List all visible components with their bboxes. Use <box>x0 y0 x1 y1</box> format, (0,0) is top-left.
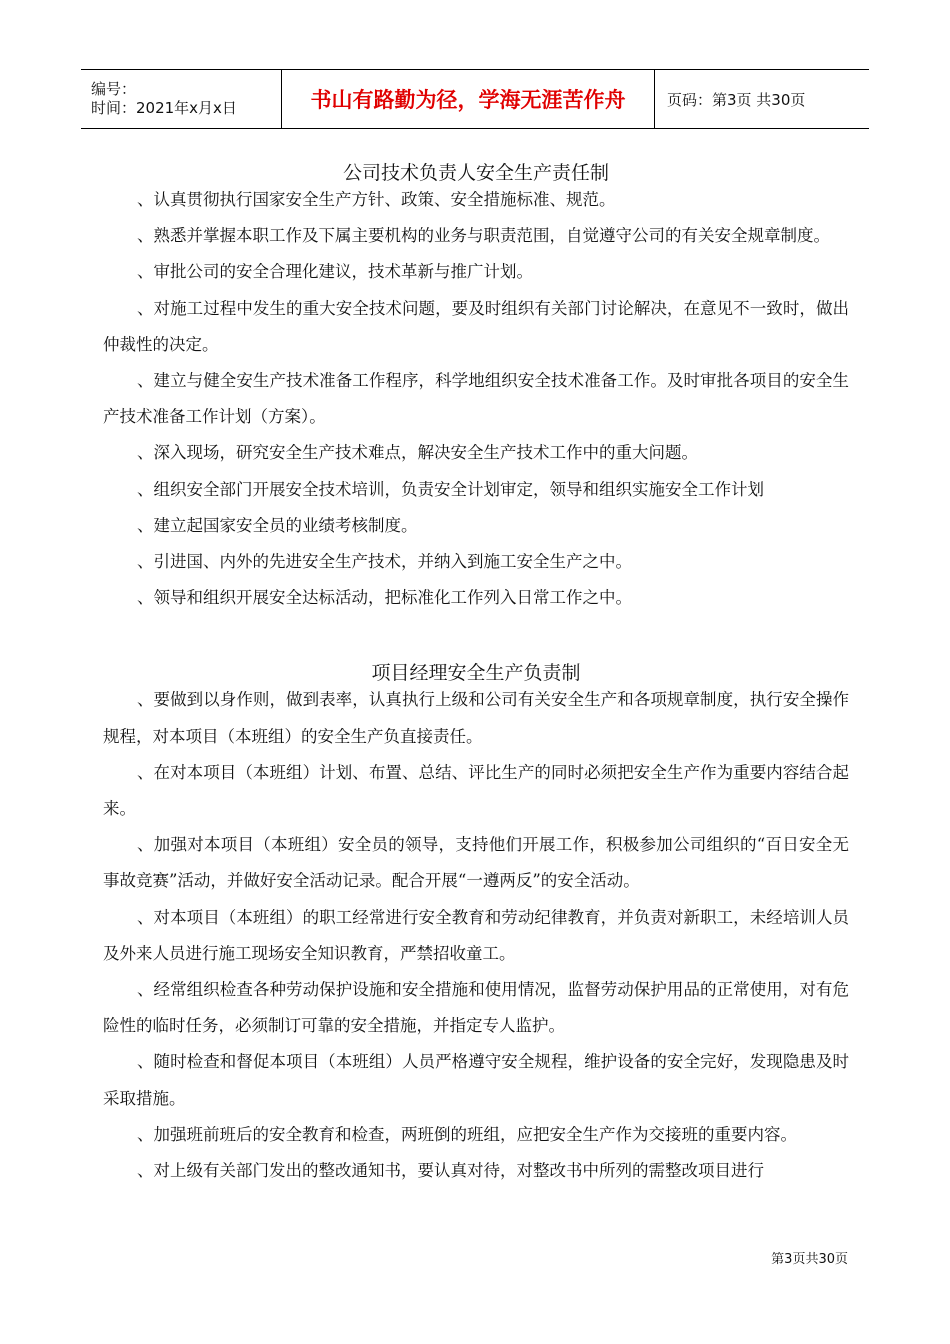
paragraph: 、对上级有关部门发出的整改通知书，要认真对待，对整改书中所列的需整改项目进行 <box>137 1161 764 1181</box>
header-motto: 书山有路勤为径，学海无涯苦作舟 <box>310 88 626 112</box>
document-number-label: 编号： <box>91 80 137 98</box>
header-motto-cell <box>281 70 655 128</box>
document-body <box>103 148 849 1189</box>
paragraph: 、审批公司的安全合理化建议，技术革新与推广计划。 <box>137 262 533 282</box>
section-title-project-manager: 项目经理安全生产负责制 <box>371 662 581 685</box>
section-project-manager <box>103 682 849 1189</box>
paragraph: 、引进国、内外的先进安全生产技术，并纳入到施工安全生产之中。 <box>137 552 632 572</box>
page-header <box>81 69 869 129</box>
paragraph: 、加强班前班后的安全教育和检查，两班倒的班组，应把安全生产作为交接班的重要内容。 <box>137 1124 797 1144</box>
paragraph: 、领导和组织开展安全达标活动，把标准化工作列入日常工作之中。 <box>137 588 632 608</box>
document-date-label: 时间：2021年x月x日 <box>91 99 237 117</box>
paragraph: 、组织安全部门开展安全技术培训，负责安全计划审定，领导和组织实施安全工作计划 <box>137 479 764 499</box>
paragraph: 、随时检查和督促本项目（本班组）人员严格遵守安全规程，维护设备的安全完好，发现隐患及时采取措施。 <box>103 1052 849 1108</box>
paragraph: 、在对本项目（本班组）计划、布置、总结、评比生产的同时必须把安全生产作为重要内容结合起来。 <box>103 762 849 819</box>
paragraph: 、深入现场，研究安全生产技术难点，解决安全生产技术工作中的重大问题。 <box>137 443 698 463</box>
header-page-number: 页码：第3页 共30页 <box>667 90 806 109</box>
paragraph: 、对施工过程中发生的重大安全技术问题，要及时组织有关部门讨论解决，在意见不一致时，做出仲裁性的决定。 <box>103 298 849 354</box>
paragraph: 、熟悉并掌握本职工作及下属主要机构的业务与职责范围，自觉遵守公司的有关安全规章制度。 <box>137 226 830 246</box>
header-meta <box>81 70 281 128</box>
page-footer-number: 第3页共30页 <box>771 1252 848 1267</box>
section-technical-director <box>103 182 849 616</box>
paragraph: 、要做到以身作则，做到表率，认真执行上级和公司有关安全生产和各项规章制度，执行安全操作规程，对本项目（本班组）的安全生产负直接责任。 <box>103 690 849 746</box>
paragraph: 、建立与健全安生产技术准备工作程序，科学地组织安全技术准备工作。及时审批各项目的安全生产技术准备工作计划（方案）。 <box>103 371 849 427</box>
section-title-technical-director: 公司技术负责人安全生产责任制 <box>342 162 609 184</box>
paragraph: 、加强对本项目（本班组）安全员的领导，支持他们开展工作，积极参加公司组织的“百日安全无事故竞赛”活动，并做好安全活动记录。配合开展“一遵两反”的安全活动。 <box>103 835 849 891</box>
paragraph: 、经常组织检查各种劳动保护设施和安全措施和使用情况，监督劳动保护用品的正常使用，对有危险性的临时任务，必须制订可靠的安全措施，并指定专人监护。 <box>103 980 849 1036</box>
paragraph: 、对本项目（本班组）的职工经常进行安全教育和劳动纪律教育，并负责对新职工，未经培训人员及外来人员进行施工现场安全知识教育，严禁招收童工。 <box>103 907 849 963</box>
paragraph: 、认真贯彻执行国家安全生产方针、政策、安全措施标准、规范。 <box>137 190 616 209</box>
paragraph: 、建立起国家安全员的业绩考核制度。 <box>137 515 418 535</box>
